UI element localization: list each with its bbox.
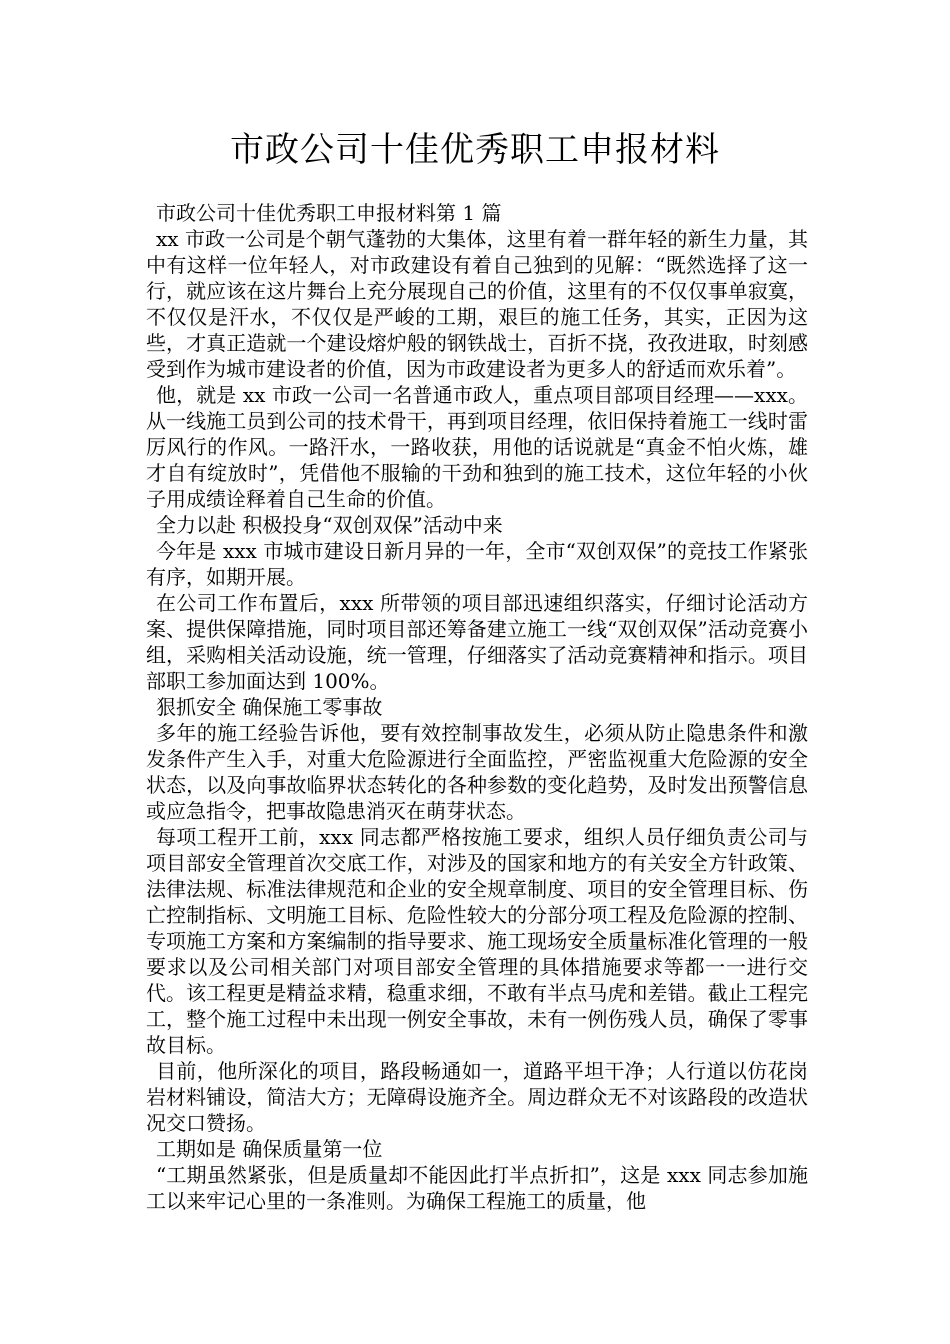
paragraph-subheading-quality: 工期如是 确保质量第一位 — [156, 1137, 383, 1161]
paragraph-profile: 他，就是 xx 市政一公司一名普通市政人，重点项目部项目经理——xxx。从一线施工员到公司的技术骨干，再到项目经理，依旧保持着施工一线时雷厉风行的作风。一路汗水，一路收获，用他的话说就是“真金不怕火炼，雄才自有绽放时”，凭借他不服输的干劲和独到的施工技术，这位年轻的小伙子用成绩诠释着自己生命的价值。 — [146, 383, 808, 511]
paragraph-result: 目前，他所深化的项目，路段畅通如一，道路平坦干净；人行道以仿花岗岩材料铺设，简洁大方；无障碍设施齐全。周边群众无不对该路段的改造状况交口赞扬。 — [146, 1059, 808, 1135]
paragraph-activity-1: 今年是 xxx 市城市建设日新月异的一年，全市“双创双保”的竞技工作紧张有序，如期开展。 — [146, 539, 808, 589]
paragraph-activity-2: 在公司工作布置后，xxx 所带领的项目部迅速组织落实，仔细讨论活动方案、提供保障措施，同时项目部还筹备建立施工一线“双创双保”活动竞赛小组，采购相关活动设施，统一管理，仔细落实了活动竞赛精神和指示。项目部职工参加面达到 100%。 — [146, 591, 808, 693]
paragraph-subheading-activity: 全力以赴 积极投身“双创双保”活动中来 — [156, 513, 503, 537]
paragraph-section-heading-1: 市政公司十佳优秀职工申报材料第 1 篇 — [156, 201, 502, 225]
paragraph-safety-2: 每项工程开工前，xxx 同志都严格按施工要求，组织人员仔细负责公司与项目部安全管理首次交底工作，对涉及的国家和地方的有关安全方针政策、法律法规、标准法律规范和企业的安全规章制度、项目的安全管理目标、伤亡控制指标、文明施工目标、危险性较大的分部分项工程及危险源的控制、专项施工方案和方案编制的指导要求、施工现场安全质量标准化管理的一般要求以及公司相关部门对项目部安全管理的具体措施要求等都一一进行交代。该工程更是精益求精，稳重求细，不敢有半点马虎和差错。截止工程完工，整个施工过程中未出现一例安全事故，未有一例伤残人员，确保了零事故目标。 — [146, 825, 808, 1057]
paragraph-safety-1: 多年的施工经验告诉他，要有效控制事故发生，必须从防止隐患条件和激发条件产生入手，对重大危险源进行全面监控，严密监视重大危险源的安全状态，以及向事故临界状态转化的各种参数的变化趋势，及时发出预警信息或应急指令，把事故隐患消灭在萌芽状态。 — [146, 721, 808, 823]
paragraph-quality-1: “工期虽然紧张，但是质量却不能因此打半点折扣”，这是 xxx 同志参加施工以来牢记心里的一条准则。为确保工程施工的质量，他 — [146, 1163, 808, 1213]
paragraph-intro: xx 市政一公司是个朝气蓬勃的大集体，这里有着一群年轻的新生力量，其中有这样一位年轻人，对市政建设有着自己独到的见解：“既然选择了这一行，就应该在这片舞台上充分展现自己的价值，这里有的不仅仅事单寂寞，不仅仅是汗水，不仅仅是严峻的工期，艰巨的施工任务，其实，正因为这些，才真正造就一个建设熔炉般的钢铁战士，百折不挠，孜孜进取，时刻感受到作为城市建设者的价值，因为市政建设者为更多人的舒适而欢乐着”。 — [146, 227, 808, 381]
paragraph-subheading-safety: 狠抓安全 确保施工零事故 — [156, 695, 383, 719]
document-body — [146, 200, 808, 1214]
document-title: 市政公司十佳优秀职工申报材料 — [230, 130, 720, 170]
